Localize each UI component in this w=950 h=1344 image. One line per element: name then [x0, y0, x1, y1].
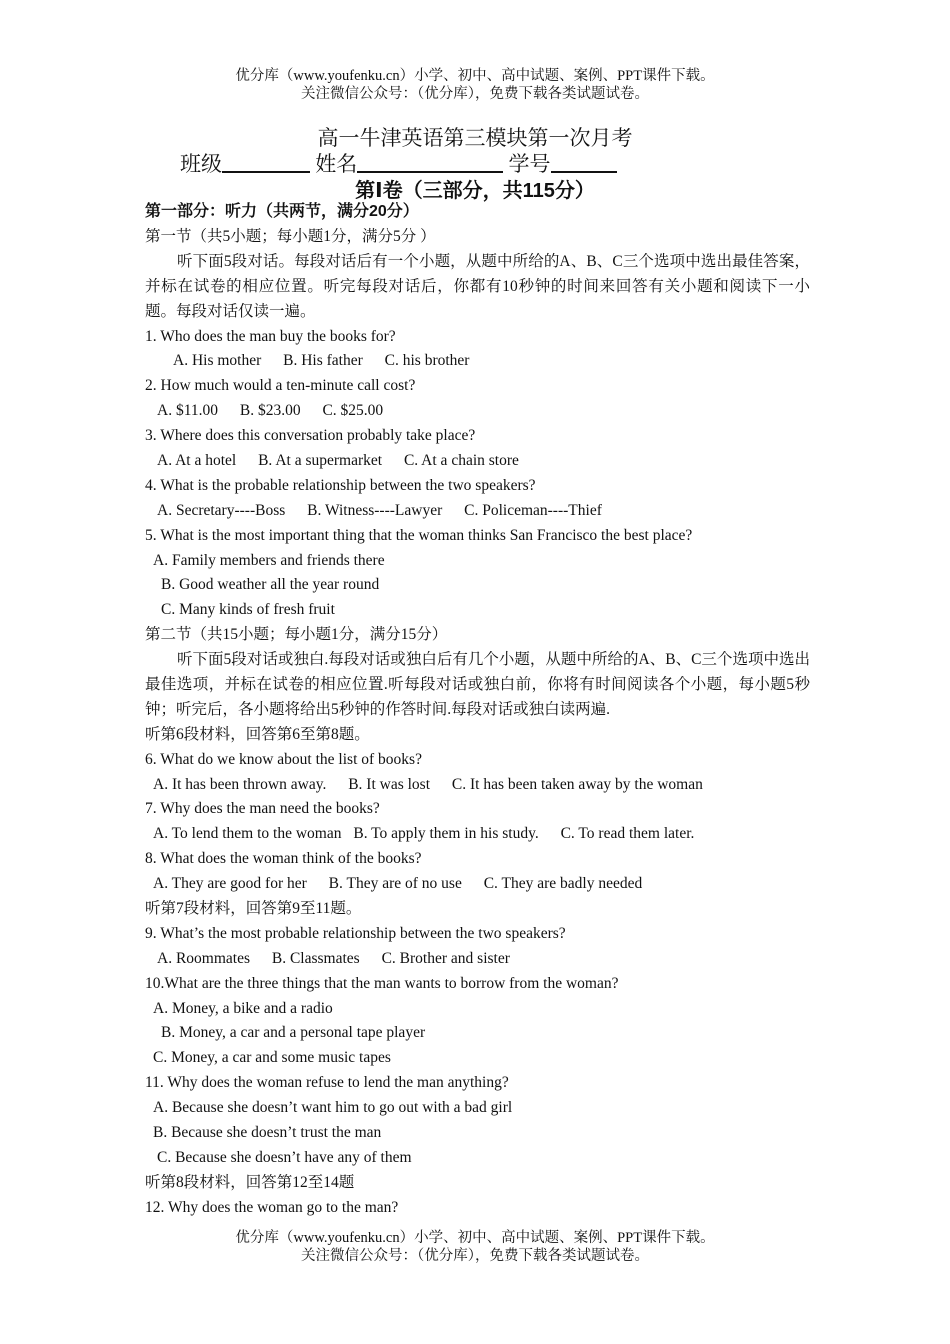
option-b: B. His father: [283, 352, 363, 370]
option-a: A. His mother: [173, 352, 262, 370]
material-8-instruction: 听第8段材料，回答第12至14题: [145, 1173, 355, 1191]
option-b: B. They are of no use: [328, 875, 462, 893]
header-line-2: 关注微信公众号：（优分库），免费下载各类试题试卷。: [301, 86, 649, 102]
section1-title: 第一节（共5小题；每小题1分，满分5分 ）: [145, 227, 436, 245]
class-blank: [222, 151, 310, 173]
question-12: 12. Why does the woman go to the man?: [145, 1198, 399, 1216]
option-a: A. Secretary----Boss: [157, 501, 286, 519]
question-6-options: [145, 773, 810, 798]
option-c: C. $25.00: [322, 402, 384, 420]
id-blank: [551, 151, 617, 173]
question-7: 7. Why does the man need the books?: [145, 800, 380, 818]
question-11-option-b: B. Because she doesn’t trust the man: [153, 1124, 382, 1142]
question-5-option-b: B. Good weather all the year round: [161, 576, 380, 594]
question-5-option-a: A. Family members and friends there: [153, 551, 385, 569]
material-6-instruction: 听第6段材料，回答第6至第8题。: [145, 725, 370, 743]
question-8: 8. What does the woman think of the books?: [145, 850, 422, 868]
question-10-option-c: C. Money, a car and some music tapes: [153, 1049, 391, 1067]
question-1-options: [145, 349, 810, 374]
question-5: 5. What is the most important thing that the woman thinks San Francisco the best place?: [145, 526, 693, 544]
name-label: 姓名: [315, 152, 358, 176]
question-2: 2. How much would a ten-minute call cost?: [145, 377, 416, 395]
option-c: C. They are badly needed: [483, 875, 643, 893]
site-header: [0, 67, 950, 103]
question-10-option-b: B. Money, a car and a personal tape player: [161, 1024, 426, 1042]
footer-line-2: 关注微信公众号：（优分库），免费下载各类试题试卷。: [301, 1248, 649, 1264]
question-10-option-a: A. Money, a bike and a radio: [153, 999, 333, 1017]
question-8-options: [145, 872, 810, 897]
option-b: B. It was lost: [348, 775, 431, 793]
option-b: B. Classmates: [271, 949, 360, 967]
option-c: C. Policeman----Thief: [464, 501, 602, 519]
option-b: B. To apply them in his study.: [353, 825, 539, 843]
question-1: 1. Who does the man buy the books for?: [145, 327, 396, 345]
option-b: B. At a supermarket: [258, 451, 383, 469]
option-c: C. At a chain store: [403, 451, 519, 469]
section2-title: 第二节（共15小题；每小题1分，满分15分）: [145, 626, 448, 644]
question-7-options: [145, 822, 810, 847]
question-3-options: [145, 449, 810, 474]
material-7-instruction: 听第7段材料，回答第9至11题。: [145, 900, 362, 918]
question-3: 3. Where does this conversation probably take place?: [145, 427, 476, 445]
option-b: B. Witness----Lawyer: [307, 501, 443, 519]
header-line-1: 优分库（www.youfenku.cn）小学、初中、高中试题、案例、PPT课件下载。: [235, 68, 715, 84]
option-a: A. At a hotel: [157, 451, 237, 469]
part1-title: 第一部分：听力（共两节，满分20分）: [145, 203, 419, 220]
option-b: B. $23.00: [239, 402, 301, 420]
question-5-option-c: C. Many kinds of fresh fruit: [161, 601, 335, 619]
question-11: 11. Why does the woman refuse to lend the man anything?: [145, 1074, 509, 1092]
option-a: A. Roommates: [157, 949, 250, 967]
section2-instructions: 听下面5段对话或独白.每段对话或独白后有几个小题，从题中所给的A、B、C三个选项中选出最佳选项，并标在试卷的相应位置.听每段对话或独白前，你将有时间阅读各个小题，每小题5秒钟；听完后，各小题将给出5秒钟的作答时间.每段对话或独白读两遍.: [145, 651, 810, 718]
question-9: 9. What’s the most probable relationship between the two speakers?: [145, 924, 566, 942]
question-11-option-c: C. Because she doesn’t have any of them: [157, 1148, 412, 1166]
question-6: 6. What do we know about the list of books?: [145, 750, 422, 768]
name-blank: [357, 151, 503, 173]
footer-line-1: 优分库（www.youfenku.cn）小学、初中、高中试题、案例、PPT课件下载。: [235, 1230, 715, 1246]
option-c: C. To read them later.: [560, 825, 695, 843]
class-label: 班级: [180, 152, 222, 176]
question-2-options: [145, 399, 810, 424]
id-label: 学号: [508, 152, 551, 176]
option-a: A. They are good for her: [153, 875, 307, 893]
question-4: 4. What is the probable relationship between the two speakers?: [145, 476, 536, 494]
question-11-option-a: A. Because she doesn’t want him to go out with a bad girl: [153, 1099, 513, 1117]
question-10: 10.What are the three things that the man wants to borrow from the woman?: [145, 974, 619, 992]
site-footer: [0, 1229, 950, 1265]
volume-title: 第Ⅰ卷（三部分，共115分）: [355, 180, 595, 202]
question-4-options: [145, 499, 810, 524]
option-c: C. his brother: [384, 352, 470, 370]
option-c: C. Brother and sister: [381, 949, 510, 967]
option-c: C. It has been taken away by the woman: [451, 775, 703, 793]
exam-title: 高一牛津英语第三模块第一次月考: [317, 126, 633, 150]
option-a: A. It has been thrown away.: [153, 775, 327, 793]
option-a: A. $11.00: [157, 402, 218, 420]
question-9-options: [145, 947, 810, 972]
section1-instructions: 听下面5段对话。每段对话后有一个小题，从题中所给的A、B、C三个选项中选出最佳答案，并标在试卷的相应位置。听完每段对话后，你都有10秒钟的时间来回答有关小题和阅读下一小题。每段对话仅读一遍。: [145, 252, 810, 320]
exam-body: [145, 200, 810, 1221]
option-a: A. To lend them to the woman: [153, 825, 342, 843]
